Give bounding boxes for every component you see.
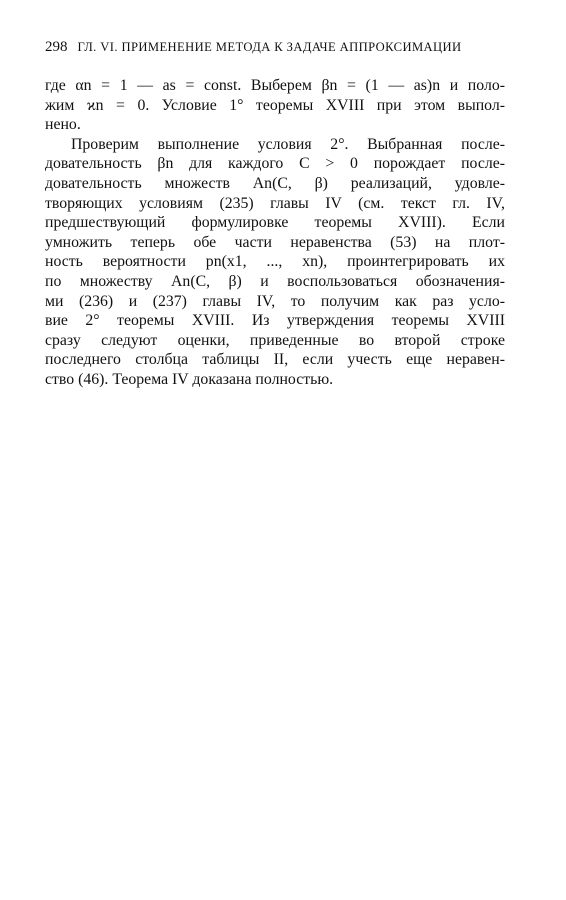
text-line: последнего столбца таблицы II, если учесть еще неравен- xyxy=(45,351,505,369)
page-number: 298 xyxy=(45,39,68,55)
running-title: ГЛ. VI. ПРИМЕНЕНИЕ МЕТОДА К ЗАДАЧЕ АППРОКСИМАЦИИ xyxy=(77,40,462,54)
text-line: ство (46). Теорема IV доказана полностью. xyxy=(45,370,334,388)
text-line: где αn = 1 — as = const. Выберем βn = (1 — as)n и поло- xyxy=(45,77,505,94)
text-line: вие 2° теоремы XVIII. Из утверждения теоремы XVIII xyxy=(45,312,505,330)
text-line: творяющих условиям (235) главы IV (см. текст гл. IV, xyxy=(45,194,505,212)
text-line: предшествующий формулировке теоремы XVIII). Если xyxy=(45,214,505,232)
running-header xyxy=(45,39,525,57)
text-line: довательность βn для каждого C > 0 порождает после- xyxy=(45,155,505,173)
text-line: ми (236) и (237) главы IV, то получим как раз усло- xyxy=(45,292,505,310)
text-line: сразу следуют оценки, приведенные во второй строке xyxy=(45,331,505,349)
text-line: ность вероятности pn(x1, ..., xn), проинтегрировать их xyxy=(45,253,505,271)
text-line: жим ϰn = 0. Условие 1° теоремы XVIII при этом выпол- xyxy=(45,96,505,114)
text-line: умножить теперь обе части неравенства (53) на плот- xyxy=(45,233,505,251)
text-line: Проверим выполнение условия 2°. Выбранная после- xyxy=(71,135,505,153)
text-line: нено. xyxy=(45,116,81,134)
text-line: по множеству An(C, β) и воспользоваться обозначения- xyxy=(45,272,505,290)
text-line: довательность множеств An(C, β) реализаций, удовле- xyxy=(45,174,505,192)
body-text xyxy=(45,76,505,390)
